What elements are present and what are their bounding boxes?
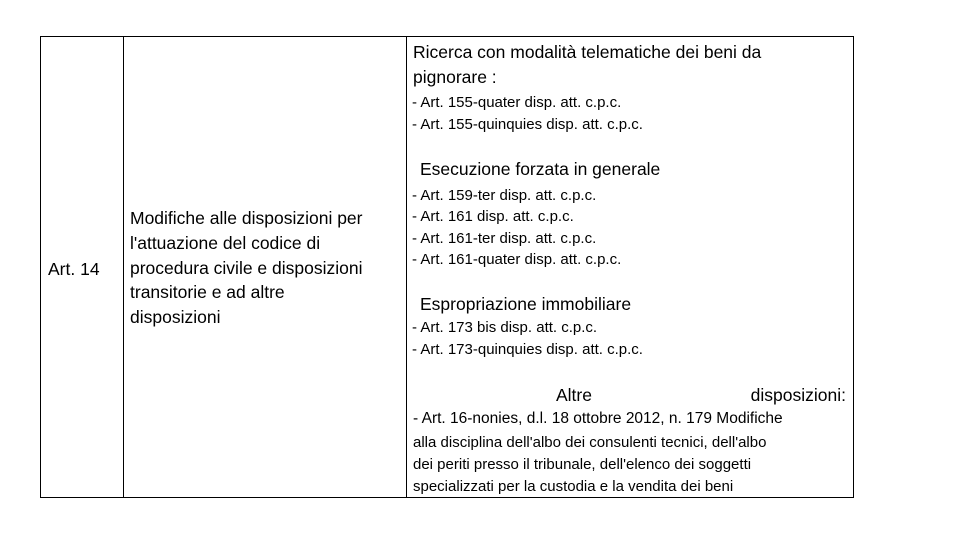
section-heading-left: Altre xyxy=(556,385,592,405)
list-item: - Art. 173 bis disp. att. c.p.c. xyxy=(412,319,598,336)
title-line: transitorie e ad altre xyxy=(130,282,285,302)
list-item: - Art. 161-quater disp. att. c.p.c. xyxy=(412,251,622,268)
list-item: - Art. 161 disp. att. c.p.c. xyxy=(412,208,574,225)
paragraph-line: specializzati per la custodia e la vendita dei beni xyxy=(413,478,734,495)
section-heading: Ricerca con modalità telematiche dei beni da xyxy=(413,42,762,62)
title-line: Modifiche alle disposizioni per xyxy=(130,208,363,228)
title-line: disposizioni xyxy=(130,307,221,327)
section-heading: Espropriazione immobiliare xyxy=(420,294,632,314)
column-divider-2 xyxy=(406,37,407,497)
paragraph-line: dei periti presso il tribunale, dell'elenco dei soggetti xyxy=(413,456,752,473)
article-label: Art. 14 xyxy=(48,259,100,279)
section-heading: Esecuzione forzata in generale xyxy=(420,159,661,179)
list-item: - Art. 159-ter disp. att. c.p.c. xyxy=(412,187,597,204)
list-item: - Art. 173-quinquies disp. att. c.p.c. xyxy=(412,341,643,358)
list-item: - Art. 161-ter disp. att. c.p.c. xyxy=(412,230,597,247)
title-line: l'attuazione del codice di xyxy=(130,233,321,253)
section-heading-right: disposizioni: xyxy=(750,385,846,405)
paragraph-line: - Art. 16-nonies, d.l. 18 ottobre 2012, n. 179 Modifiche xyxy=(413,410,783,427)
section-heading: pignorare : xyxy=(413,67,497,87)
list-item: - Art. 155-quinquies disp. att. c.p.c. xyxy=(412,116,643,133)
paragraph-line: alla disciplina dell'albo dei consulenti tecnici, dell'albo xyxy=(413,434,767,451)
column-divider-1 xyxy=(123,37,124,497)
title-line: procedura civile e disposizioni xyxy=(130,258,363,278)
list-item: - Art. 155-quater disp. att. c.p.c. xyxy=(412,94,622,111)
